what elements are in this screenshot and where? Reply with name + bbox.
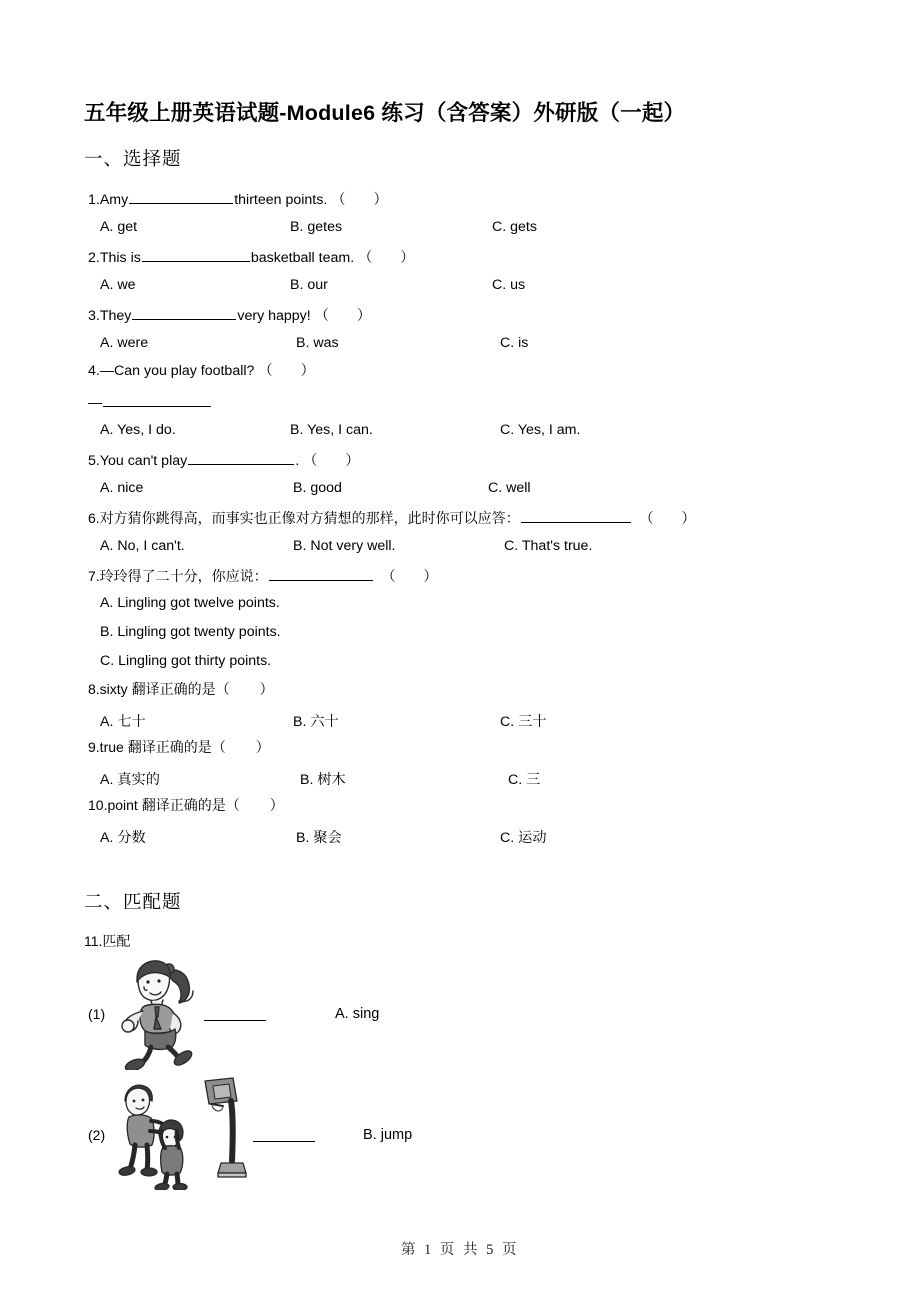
q5-blank	[188, 451, 294, 465]
q5-stem-after: .	[295, 453, 300, 469]
matching-option-a[interactable]: A. sing	[335, 1006, 380, 1022]
q5-answer-paren: （ ）	[303, 453, 360, 469]
q6-blank	[521, 509, 631, 523]
q6-option-c[interactable]: C. That's true.	[504, 538, 593, 554]
q9-option-a[interactable]: A. 真实的	[100, 772, 160, 788]
q4-dash: —	[88, 395, 103, 411]
q7-answer-paren: （ ）	[381, 568, 438, 584]
q9-stem-after: ）	[255, 739, 270, 755]
q2-stem-before: 2.This is	[88, 250, 141, 266]
q9-option-b[interactable]: B. 树木	[300, 772, 346, 788]
q10-stem-before: 10.point 翻译正确的是（	[88, 797, 240, 813]
q4-option-a[interactable]: A. Yes, I do.	[100, 422, 176, 438]
q7-stem-before: 7.玲玲得了二十分，你应说：	[88, 568, 268, 584]
question-8-stem	[88, 682, 274, 697]
q1-answer-paren: （ ）	[331, 192, 388, 208]
question-3-stem	[88, 306, 371, 325]
q5-option-c[interactable]: C. well	[488, 480, 531, 496]
matching-option-b[interactable]: B. jump	[363, 1127, 413, 1143]
q3-stem-before: 3.They	[88, 308, 132, 324]
q2-option-c[interactable]: C. us	[492, 277, 526, 293]
q5-option-a[interactable]: A. nice	[100, 480, 144, 496]
q8-option-c[interactable]: C. 三十	[500, 714, 547, 730]
q1-blank	[129, 190, 233, 204]
q7-option-c[interactable]: C. Lingling got thirty points.	[100, 653, 272, 669]
q2-blank	[142, 248, 250, 262]
q1-stem-before: 1.Amy	[88, 192, 129, 208]
matching-item-2-number: (2)	[88, 1127, 106, 1143]
q1-option-c[interactable]: C. gets	[492, 219, 537, 235]
question-4-stem	[88, 364, 315, 380]
question-6-stem	[88, 509, 695, 526]
section-heading-matching: 二、匹配题	[84, 891, 182, 912]
q2-option-a[interactable]: A. we	[100, 277, 136, 293]
q1-option-a[interactable]: A. get	[100, 219, 138, 235]
matching-item-1-number: (1)	[88, 1006, 106, 1022]
q7-option-b[interactable]: B. Lingling got twenty points.	[100, 624, 281, 640]
page-footer: 第 1 页 共 5 页	[400, 1242, 520, 1258]
question-4-answer-line	[88, 393, 212, 411]
q3-option-b[interactable]: B. was	[296, 335, 339, 351]
q1-option-b[interactable]: B. getes	[290, 219, 343, 235]
q8-option-a[interactable]: A. 七十	[100, 714, 146, 730]
q10-option-b[interactable]: B. 聚会	[296, 830, 342, 846]
q4-answer-paren: （ ）	[258, 363, 315, 379]
q3-option-c[interactable]: C. is	[500, 335, 529, 351]
q3-answer-paren: （ ）	[314, 308, 372, 324]
q9-stem-before: 9.true 翻译正确的是（	[88, 739, 226, 755]
matching-item-1-blank[interactable]	[204, 1019, 266, 1021]
q7-blank	[269, 567, 373, 581]
q4-option-c[interactable]: C. Yes, I am.	[500, 422, 581, 438]
matching-label: 11.匹配	[84, 933, 131, 949]
q4-stem-before: 4.—Can you play football?	[88, 363, 255, 379]
q1-stem-after: thirteen points.	[234, 192, 328, 208]
q2-option-b[interactable]: B. our	[290, 277, 328, 293]
q6-option-b[interactable]: B. Not very well.	[293, 538, 396, 554]
q9-option-c[interactable]: C. 三	[508, 772, 541, 788]
q4-blank	[103, 393, 211, 407]
q4-option-b[interactable]: B. Yes, I can.	[290, 422, 373, 438]
question-1-stem	[88, 190, 388, 209]
q10-option-c[interactable]: C. 运动	[500, 830, 547, 846]
q8-stem-after: ）	[259, 681, 274, 697]
question-9-stem	[88, 740, 270, 755]
q5-option-b[interactable]: B. good	[293, 480, 342, 496]
q3-option-a[interactable]: A. were	[100, 335, 149, 351]
question-2-stem	[88, 248, 415, 267]
q8-stem-before: 8.sixty 翻译正确的是（	[88, 681, 230, 697]
question-10-stem	[88, 798, 284, 813]
q5-stem-before: 5.You can't play	[88, 453, 188, 469]
question-5-stem	[88, 451, 360, 470]
q6-option-a[interactable]: A. No, I can't.	[100, 538, 185, 554]
q2-stem-after: basketball team.	[250, 250, 355, 266]
q8-option-b[interactable]: B. 六十	[293, 714, 339, 730]
q3-blank	[132, 306, 236, 320]
page-title: 五年级上册英语试题-Module6 练习（含答案）外研版（一起）	[84, 101, 686, 125]
q10-option-a[interactable]: A. 分数	[100, 830, 146, 846]
question-7-stem	[88, 567, 437, 584]
matching-item-2-blank[interactable]	[253, 1140, 315, 1142]
q3-stem-after: very happy!	[237, 308, 311, 324]
q10-stem-after: ）	[269, 797, 284, 813]
section-heading-choice: 一、选择题	[84, 148, 182, 169]
running-girl-illustration	[113, 955, 199, 1070]
q6-answer-paren: （ ）	[639, 510, 696, 526]
q2-answer-paren: （ ）	[358, 250, 415, 266]
q6-stem-before: 6.对方猜你跳得高，而事实也正像对方猜想的那样，此时你可以应答：	[88, 510, 520, 526]
boys-playing-basketball-illustration	[113, 1075, 248, 1190]
q7-option-a[interactable]: A. Lingling got twelve points.	[100, 595, 280, 611]
